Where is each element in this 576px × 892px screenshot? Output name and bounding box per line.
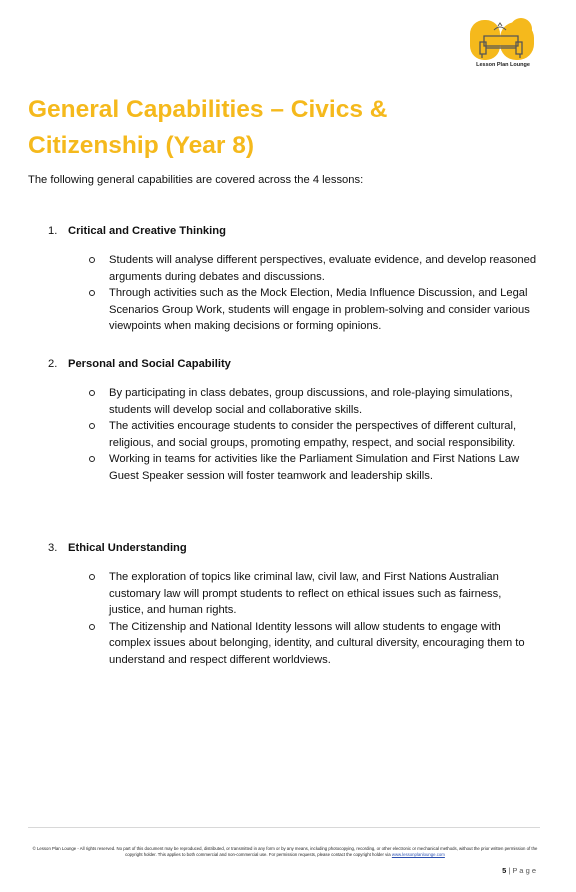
page-title: General Capabilities – Civics & Citizenship (Year 8) <box>28 96 388 159</box>
list-item <box>28 569 539 619</box>
bullet-text: Students will analyse different perspectives, evaluate evidence, and develop reasoned arguments during debates and discussions. <box>109 254 537 283</box>
bullet-list <box>28 385 548 484</box>
capability-section-1 <box>28 225 548 335</box>
section-heading <box>28 225 548 237</box>
bullet-list <box>28 569 548 668</box>
section-title: Personal and Social Capability <box>68 358 231 370</box>
bullet-icon <box>89 456 95 462</box>
bullet-text: The Citizenship and National Identity lessons will allow students to engage with complex issues about belonging, identity, and cultural diversity, encouraging them to understand and respect different worldviews. <box>109 620 525 666</box>
capability-section-2 <box>28 358 548 484</box>
bullet-text: The exploration of topics like criminal law, civil law, and First Nations Australian customary law will prompt students to reflect on ethical issues such as fairness, justice, and human rights. <box>109 571 502 616</box>
list-item <box>28 418 539 451</box>
section-number: 2. <box>48 358 58 370</box>
section-title: Ethical Understanding <box>68 542 187 554</box>
bullet-icon <box>89 624 95 630</box>
footer-copyright <box>32 846 538 858</box>
bullet-icon <box>89 257 95 263</box>
sofa-icon <box>470 18 536 64</box>
bullet-icon <box>89 390 95 396</box>
section-heading <box>28 358 548 370</box>
bullet-text: Through activities such as the Mock Election, Media Influence Discussion, and Legal Scenarios Group Work, students will engage in problem-solving and consider various viewpoints when making decisions or forming opinions. <box>109 287 530 332</box>
list-item <box>28 451 539 484</box>
list-item <box>28 385 539 418</box>
section-heading <box>28 542 548 554</box>
list-item <box>28 252 539 285</box>
page-number-value: 5 <box>502 866 507 875</box>
page-number: 5 | P a g e <box>502 866 536 875</box>
bullet-text: Working in teams for activities like the Parliament Simulation and First Nations Law Guest Speaker session will foster teamwork and leadership skills. <box>109 453 520 482</box>
bullet-icon <box>89 574 95 580</box>
section-number: 3. <box>48 542 58 554</box>
section-title: Critical and Creative Thinking <box>68 225 226 237</box>
intro-text: The following general capabilities are covered across the 4 lessons: <box>28 174 364 186</box>
bullet-icon <box>89 423 95 429</box>
footer-divider <box>28 827 540 828</box>
bullet-text: By participating in class debates, group discussions, and role-playing simulations, students will develop social and collaborative skills. <box>109 387 513 416</box>
copyright-text: © Lesson Plan Lounge - All rights reserved. No part of this document may be reproduced, distributed, or transmitted in any form or by any means, including photocopying, recording, or other electronic or mechanical methods, without the prior written permission of the copyright holder. This applies to both commercial and non-commercial use. For permission requests, please contact the copyright holder via <box>32 846 538 857</box>
capability-section-3 <box>28 542 548 668</box>
section-number: 1. <box>48 225 58 237</box>
bullet-list <box>28 252 548 335</box>
list-item <box>28 285 539 335</box>
bullet-icon <box>89 290 95 296</box>
logo-text: Lesson Plan Lounge <box>476 62 530 68</box>
page-label: P a g e <box>512 866 536 875</box>
list-item <box>28 619 539 669</box>
website-link[interactable]: www.lessonplanlounge.com <box>391 852 445 857</box>
bullet-text: The activities encourage students to consider the perspectives of different cultural, religious, and social groups, promoting empathy, respect, and social responsibility. <box>109 420 517 449</box>
